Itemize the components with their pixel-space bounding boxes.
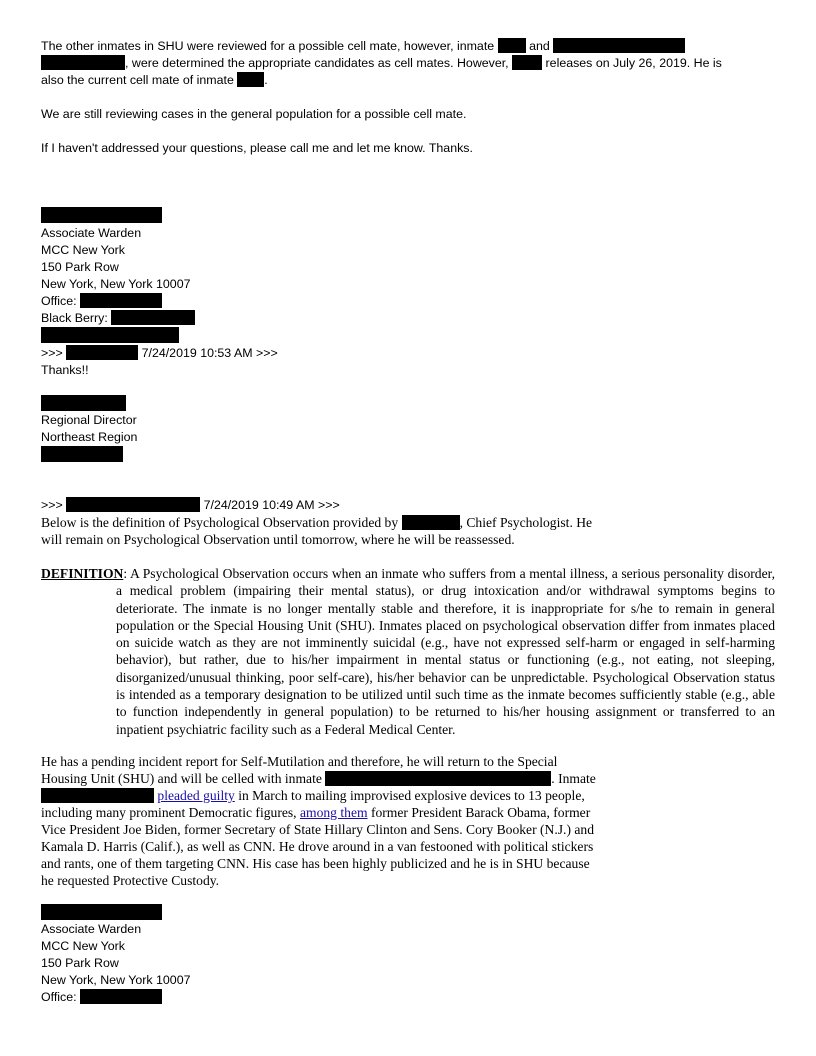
sig2-region: Northeast Region (41, 430, 138, 444)
redaction-block (41, 904, 162, 920)
pleaded-guilty-link[interactable]: pleaded guilty (157, 788, 235, 803)
redaction-block (553, 38, 685, 53)
definition-label: DEFINITION (41, 566, 124, 581)
para1-text-b: and (529, 39, 550, 53)
sig3-org: MCC New York (41, 939, 126, 953)
redaction-block (41, 788, 154, 803)
intro-text-a: Below is the definition of Psychological Observation provided by (41, 515, 399, 530)
para-text-d: in March to mailing improvised explosive devices to 13 people, (234, 788, 585, 803)
email2-header (41, 345, 278, 362)
para1-line2 (41, 55, 722, 72)
sig1-city: New York, New York 10007 (41, 277, 191, 291)
email3-timestamp: 7/24/2019 10:49 AM >>> (203, 498, 340, 512)
redaction-block (80, 989, 162, 1004)
para1-line3 (41, 72, 268, 89)
para-line1: He has a pending incident report for Self-Mutilation and therefore, he will return to the Special (41, 754, 558, 769)
para1-text-c: , were determined the appropriate candidates as cell mates. However, (125, 56, 509, 70)
email2-timestamp: 7/24/2019 10:53 AM >>> (141, 346, 278, 360)
blackberry-label: Black Berry: (41, 311, 108, 325)
among-them-link[interactable]: among them (299, 805, 368, 820)
sig2-title: Regional Director (41, 413, 137, 427)
email3-intro-line1 (41, 514, 592, 531)
redaction-block (111, 310, 195, 325)
sig1-blackberry (41, 310, 195, 327)
para1-text-f: . (264, 73, 268, 87)
para-line6: Kamala D. Harris (Calif.), as well as CNN. He drove around in a van festooned with political stickers (41, 839, 594, 854)
para-line2 (41, 770, 596, 787)
para-text-e: including many prominent Democratic figures, (41, 805, 300, 820)
redaction-block (41, 207, 162, 223)
para1-line1 (41, 38, 685, 55)
sig3-city: New York, New York 10007 (41, 973, 191, 987)
intro-text-b: , Chief Psychologist. He (459, 515, 593, 530)
para-text-f: former President Barack Obama, former (367, 805, 591, 820)
para-line4 (41, 804, 590, 821)
quote-marker: >>> (41, 346, 63, 360)
redaction-block (41, 446, 123, 462)
redaction-block (41, 395, 126, 411)
office-label: Office: (41, 990, 77, 1004)
para1-text-e: also the current cell mate of inmate (41, 73, 234, 87)
redaction-block (80, 293, 162, 308)
para2: We are still reviewing cases in the general population for a possible cell mate. (41, 107, 467, 121)
sig3-title: Associate Warden (41, 922, 142, 936)
para1-text-a: The other inmates in SHU were reviewed for a possible cell mate, however, inmate (41, 39, 495, 53)
email2-body: Thanks!! (41, 363, 89, 377)
redaction-block (41, 327, 179, 343)
redaction-block (512, 55, 542, 70)
para-line3 (41, 787, 585, 804)
para-text-c: . Inmate (551, 771, 596, 786)
para-line7: and rants, one of them targeting CNN. His case has been highly publicized and he is in SHU because (41, 856, 590, 871)
redaction-block (66, 497, 200, 512)
sig3-office (41, 989, 162, 1006)
email3-header (41, 497, 340, 514)
para3: If I haven't addressed your questions, please call me and let me know. Thanks. (41, 141, 473, 155)
redaction-block (237, 72, 264, 87)
office-label: Office: (41, 294, 77, 308)
sig1-title: Associate Warden (41, 226, 142, 240)
redaction-block (66, 345, 138, 360)
redaction-block (325, 771, 551, 786)
definition-text: : A Psychological Observation occurs when an inmate who suffers from a mental illness, a serious personality disorder, a medical problem (impairing their mental status), or drug intoxication and/or withdrawal symptoms begins to deteriorate. The inmate is no longer mentally stable and therefore, it is inappropriate for s/he to remain in general population or the Special Housing Unit (SHU). Inmates placed on psychological observation differ from inmates placed on suicide watch as they are not imminently suicidal (e.g., have not expressed self-harm or engaged in self-harming behavior), but rather, due to his/her impairment in mental status or functioning (e.g., not eating, not sleeping, disorganized/unusual thinking, poor self-care), his/her behavior can be unpredictable. Psychological Observation status is intended as a temporary designation to be utilized until such time as the inmate becomes sufficiently stable (e.g., able to function independently in general population) to be returned to his/her housing assignment or transferred to an inpatient psychiatric facility such as a Federal Medical Center. (116, 566, 775, 737)
definition-block (41, 565, 775, 738)
redaction-block (41, 55, 125, 70)
para-text-b: Housing Unit (SHU) and will be celled with inmate (41, 771, 322, 786)
sig1-street: 150 Park Row (41, 260, 119, 274)
quote-marker: >>> (41, 498, 63, 512)
para1-text-d: releases on July 26, 2019. He is (545, 56, 722, 70)
sig1-office (41, 293, 162, 310)
sig1-org: MCC New York (41, 243, 126, 257)
para-line5: Vice President Joe Biden, former Secretary of State Hillary Clinton and Sens. Cory Booker (N.J.) and (41, 822, 595, 837)
email3-intro-line2: will remain on Psychological Observation until tomorrow, where he will be reassessed. (41, 532, 515, 547)
redaction-block (402, 515, 460, 530)
redaction-block (498, 38, 526, 53)
para-line8: he requested Protective Custody. (41, 873, 220, 888)
sig3-street: 150 Park Row (41, 956, 119, 970)
